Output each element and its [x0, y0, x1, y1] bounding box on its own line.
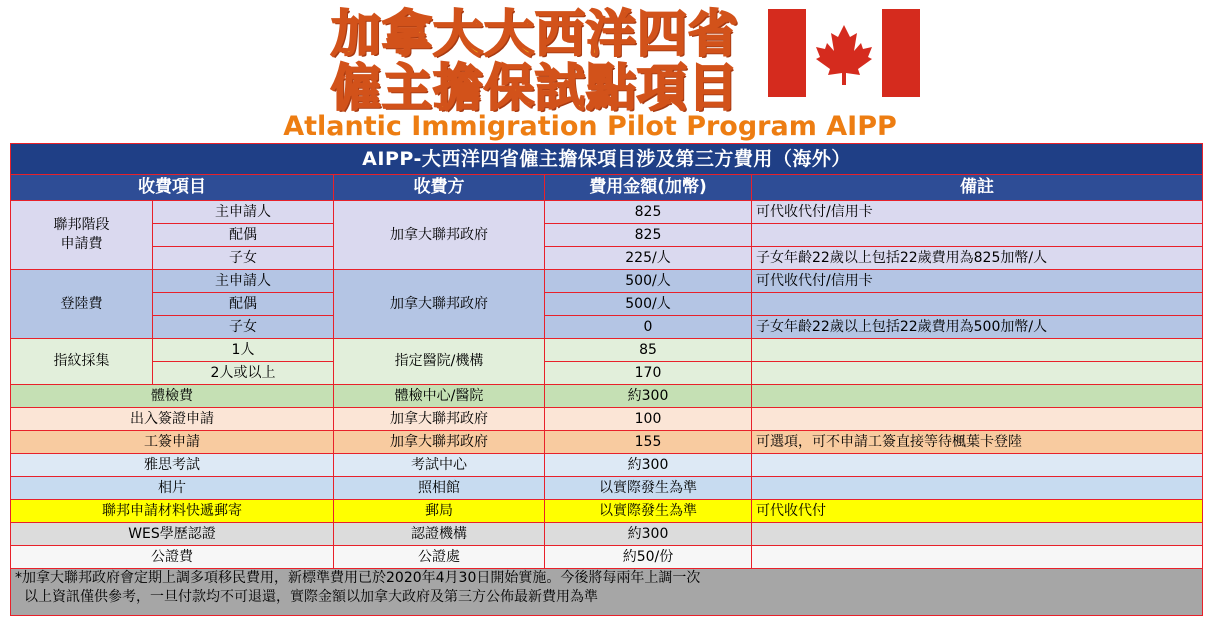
payer-cell: 加拿大聯邦政府: [334, 201, 545, 270]
note-cell: 可代收代付: [752, 500, 1203, 523]
column-header-note: 備註: [752, 175, 1203, 201]
note-cell: 可代收代付/信用卡: [752, 270, 1203, 293]
table-row: [11, 339, 1203, 362]
table-row: [11, 201, 1203, 224]
note-cell: 可選項，可不申請工簽直接等待楓葉卡登陸: [752, 431, 1203, 454]
item-cell: 公證費: [11, 546, 334, 569]
note-cell: [752, 477, 1203, 500]
amount-cell: 500/人: [545, 293, 752, 316]
amount-cell: 100: [545, 408, 752, 431]
note-cell: [752, 546, 1203, 569]
canada-flag-icon: [768, 9, 920, 97]
item-cell: 配偶: [153, 224, 334, 247]
note-cell: 子女年齡22歲以上包括22歲費用為500加幣/人: [752, 316, 1203, 339]
note-cell: [752, 454, 1203, 477]
note-cell: [752, 362, 1203, 385]
item-cell: 2人或以上: [153, 362, 334, 385]
amount-cell: 825: [545, 224, 752, 247]
payer-cell: 體檢中心/醫院: [334, 385, 545, 408]
item-cell: WES學歷認證: [11, 523, 334, 546]
note-cell: [752, 224, 1203, 247]
item-cell: 聯邦申請材料快遞郵寄: [11, 500, 334, 523]
payer-cell: 考試中心: [334, 454, 545, 477]
amount-cell: 約300: [545, 454, 752, 477]
table-row: [11, 247, 1203, 270]
page-subtitle-en: Atlantic Immigration Pilot Program AIPP: [283, 111, 897, 142]
table-row: [11, 546, 1203, 569]
amount-cell: 以實際發生為準: [545, 477, 752, 500]
payer-cell: 照相館: [334, 477, 545, 500]
amount-cell: 500/人: [545, 270, 752, 293]
column-header-item: 收費項目: [11, 175, 334, 201]
item-cell: 工簽申請: [11, 431, 334, 454]
amount-cell: 170: [545, 362, 752, 385]
table-row: [11, 454, 1203, 477]
page-title-line1: 加拿大大西洋四省: [331, 5, 739, 63]
table-row: [11, 408, 1203, 431]
note-cell: [752, 523, 1203, 546]
item-cell: 子女: [153, 247, 334, 270]
category-cell: 聯邦階段 申請費: [11, 201, 153, 270]
column-header-amount: 費用金額(加幣): [545, 175, 752, 201]
item-cell: 1人: [153, 339, 334, 362]
table-row: [11, 362, 1203, 385]
footnote-row: [11, 569, 1203, 616]
amount-cell: 85: [545, 339, 752, 362]
table-row: [11, 500, 1203, 523]
note-cell: 可代收代付/信用卡: [752, 201, 1203, 224]
note-cell: [752, 339, 1203, 362]
amount-cell: 以實際發生為準: [545, 500, 752, 523]
table-row: [11, 523, 1203, 546]
table-row: [11, 316, 1203, 339]
amount-cell: 約300: [545, 385, 752, 408]
payer-cell: 加拿大聯邦政府: [334, 408, 545, 431]
item-cell: 雅思考試: [11, 454, 334, 477]
item-cell: 出入簽證申請: [11, 408, 334, 431]
footnote: [11, 569, 1203, 616]
payer-cell: 郵局: [334, 500, 545, 523]
note-cell: [752, 293, 1203, 316]
category-cell: 登陸費: [11, 270, 153, 339]
table-row: [11, 270, 1203, 293]
table-row: [11, 431, 1203, 454]
table-row: [11, 385, 1203, 408]
item-cell: 體檢費: [11, 385, 334, 408]
amount-cell: 約50/份: [545, 546, 752, 569]
maple-leaf-icon: [814, 23, 874, 85]
note-cell: [752, 385, 1203, 408]
payer-cell: 指定醫院/機構: [334, 339, 545, 385]
table-row: [11, 477, 1203, 500]
amount-cell: 0: [545, 316, 752, 339]
amount-cell: 825: [545, 201, 752, 224]
payer-cell: 加拿大聯邦政府: [334, 431, 545, 454]
item-cell: 主申請人: [153, 270, 334, 293]
note-cell: [752, 408, 1203, 431]
table-row: [11, 224, 1203, 247]
footnote-line1: *加拿大聯邦政府會定期上調多項移民費用，新標準費用已於2020年4月30日開始實施。今後將每兩年上調一次: [15, 570, 701, 586]
page-title-line2: 僱主擔保試點項目: [331, 59, 739, 117]
table-banner: AIPP-大西洋四省僱主擔保項目涉及第三方費用（海外）: [11, 144, 1203, 175]
amount-cell: 155: [545, 431, 752, 454]
item-cell: 子女: [153, 316, 334, 339]
column-header-payer: 收費方: [334, 175, 545, 201]
fee-table: [10, 143, 1203, 616]
item-cell: 配偶: [153, 293, 334, 316]
table-row: [11, 293, 1203, 316]
item-cell: 主申請人: [153, 201, 334, 224]
note-cell: 子女年齡22歲以上包括22歲費用為825加幣/人: [752, 247, 1203, 270]
amount-cell: 約300: [545, 523, 752, 546]
payer-cell: 公證處: [334, 546, 545, 569]
payer-cell: 認證機構: [334, 523, 545, 546]
amount-cell: 225/人: [545, 247, 752, 270]
item-cell: 相片: [11, 477, 334, 500]
payer-cell: 加拿大聯邦政府: [334, 270, 545, 339]
category-cell: 指紋採集: [11, 339, 153, 385]
footnote-line2: 以上資訊僅供參考，一旦付款均不可退還，實際金額以加拿大政府及第三方公佈最新費用為準: [24, 589, 598, 605]
